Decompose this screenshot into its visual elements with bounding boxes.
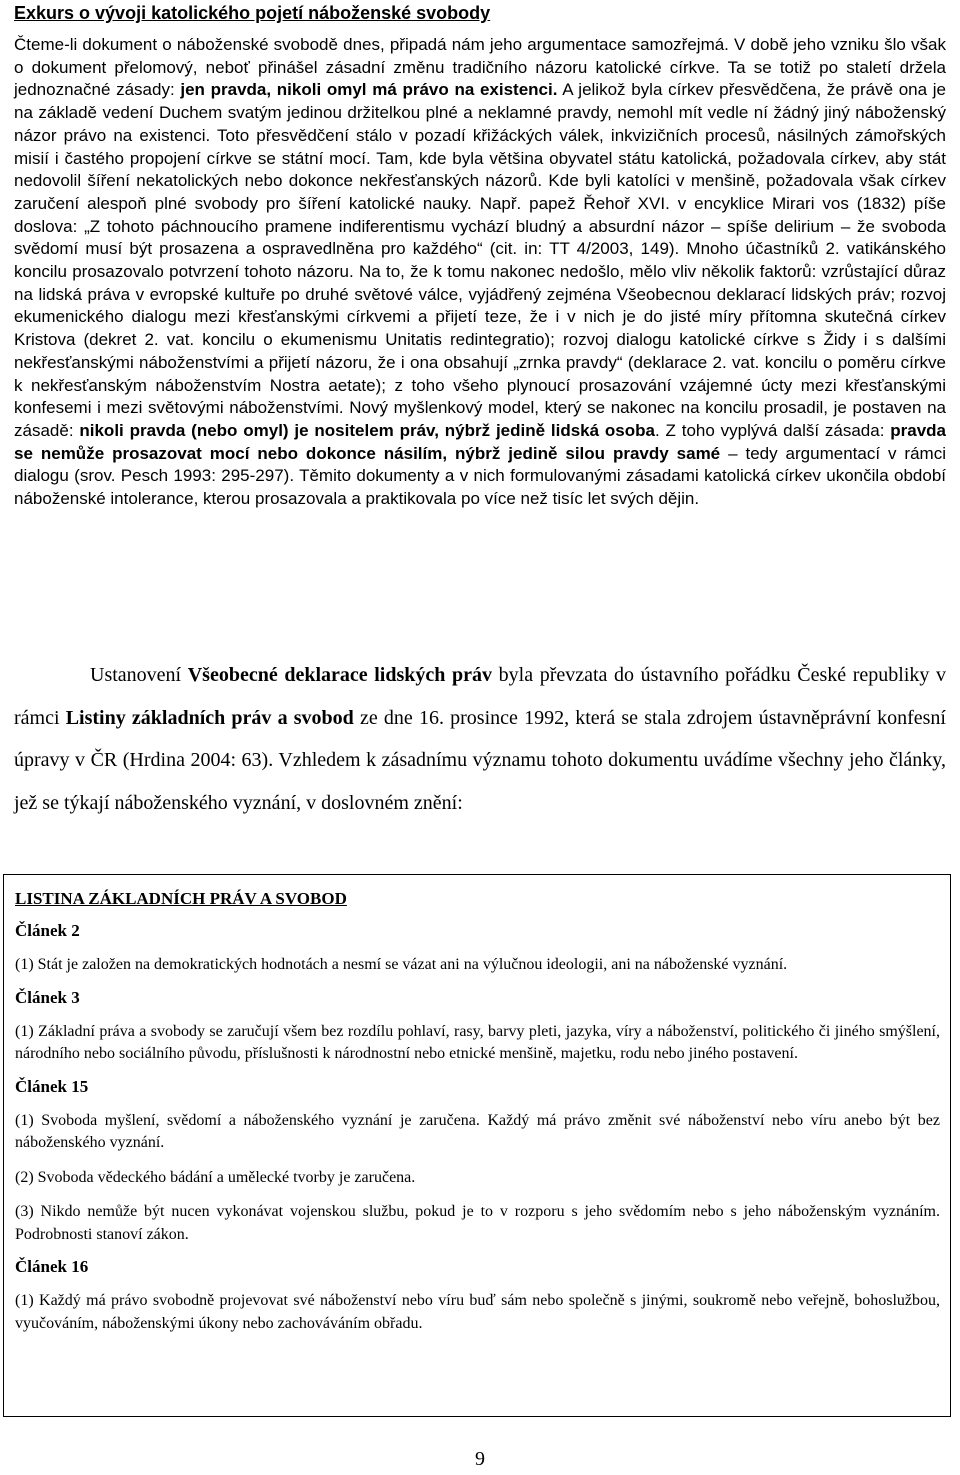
excursus-bold-1: jen pravda, nikoli omyl má právo na existenci. [180, 80, 558, 100]
main-text-1: Ustanovení [90, 664, 188, 686]
main-bold-1: Všeobecné deklarace lidských práv [187, 664, 493, 686]
excursus-title: Exkurs o vývoji katolického pojetí náboženské svobody [14, 3, 491, 23]
article-16-title: Článek 16 [15, 1257, 89, 1276]
article-15-paragraph-1: (1) Svoboda myšlení, svědomí a náboženského vyznání je zaručena. Každý má právo změnit své náboženství nebo víru anebo být bez náboženského vyznání. [15, 1111, 940, 1151]
excursus-text-1: Čteme-li dokument o náboženské svobodě dnes, připadá nám jeho argumentace samozřejmá. V době jeho vzniku šlo však o dokument přelomový, neboť přinášel zásadní změnu tradičního názoru katolické církve. Ta se totiž po staletí držela jednoznačné zásady: [14, 35, 946, 100]
main-bold-2: Listiny základních práv a svobod [65, 706, 354, 729]
charter-title: LISTINA ZÁKLADNÍCH PRÁV A SVOBOD [15, 889, 347, 908]
charter-box [3, 874, 951, 1417]
excursus-text-3: . Z toho vyplývá další zásada: [654, 420, 891, 440]
excursus-paragraph [14, 34, 946, 511]
main-paragraph [14, 654, 946, 824]
article-15-paragraph-2: (2) Svoboda vědeckého bádání a umělecké tvorby je zaručena. [15, 1168, 416, 1186]
article-2-paragraph-1: (1) Stát je založen na demokratických hodnotách a nesmí se vázat ani na výlučnou ideologii, ani na náboženské vyznání. [15, 956, 788, 973]
excursus-section [14, 0, 946, 511]
article-3-paragraph-1: (1) Základní práva a svobody se zaručují všem bez rozdílu pohlaví, rasy, barvy pleti, jazyka, víry a náboženství, politického či jiného smýšlení, národního nebo sociálního původu, příslušnosti k národnostní nebo etnické menšině, majetku, rodu nebo jiného postavení. [15, 1022, 940, 1062]
excursus-bold-3: pravda se nemůže prosazovat mocí nebo dokonce násilím, nýbrž jedině silou pravdy samé [14, 420, 947, 463]
excursus-bold-2: nikoli pravda (nebo omyl) je nositelem práv, nýbrž jedině lidská osoba [79, 420, 655, 440]
page-number: 9 [475, 1448, 485, 1470]
article-15-title: Článek 15 [15, 1076, 89, 1096]
excursus-text-2: A jelikož byla církev přesvědčena, že právě ona je na základě vedení Duchem svatým jedinou držitelkou plné a neklamné pravdy, nemohl mít vedle ní žádný jiný náboženský názor právo na existenci. Toto přesvědčení stálo v pozadí křižáckých válek, inkvizičních procesů, násilných zámořských misií i častého propojení církve se státní mocí. Tam, kde byla většina obyvatel státu katolická, požadovala církev, aby stát nedovolil šíření nekatolických nebo dokonce nekřesťanských názorů. Kde byli katolíci v menšině, požadovala však církev zaručení alespoň plné svobody pro šíření katolické nauky. Např. papež Řehoř XVI. v encyklice Mirari vos (1832) píše doslova: „Z tohoto páchnoucího pramene indiferentismu vychází bludný a absurdní názor – spíše delirium – že svoboda svědomí musí být prosazena a ospravedlněna pro každého“ (cit. in: TT 4/2003, 149). Mnoho účastníků 2. vatikánského koncilu prosazovalo potvrzení tohoto názoru. Na to, že k tomu nakonec nedošlo, mělo vliv několik faktorů: vzrůstající důraz na lidská práva v evropské kultuře po druhé světové válce, vyjádřený zejména Všeobecnou deklarací lidských práv; rozvoj ekumenického dialogu mezi křesťanskými církvemi a přijetí teze, že i v nich je do jisté míry přítomna skutečná církev Kristova (dekret 2. vat. koncilu o ekumenismu Unitatis redintegratio); rozvoj dialogu katolické církve s Židy i s dalšími nekřesťanskými náboženstvími a přijetí názoru, že i ona obsahují „zrnka pravdy“ (deklarace 2. vat. koncilu o poměru církve k nekřesťanským náboženstvím Nostra aetate); z toho všeho plynoucí prosazování vzájemné úcty mezi křesťanskými konfesemi i mezi světovými náboženstvími. Nový myšlenkový model, který se nakonec na koncilu prosadil, je postaven na zásadě: [14, 80, 946, 440]
main-text-3: ze dne 16. prosince 1992, která se stala zdrojem ústavněprávní konfesní úpravy v ČR (Hrdina 2004: 63). Vzhledem k zásadnímu významu tohoto dokumentu uvádíme všechny jeho články, jež se týkají náboženského vyznání, v doslovném znění: [14, 706, 946, 814]
article-15-paragraph-3: (3) Nikdo nemůže být nucen vykonávat vojenskou službu, pokud je to v rozporu s jeho svědomím nebo s jeho náboženským vyznáním. Podrobnosti stanoví zákon. [15, 1203, 940, 1243]
excursus-text-4: – tedy argumentací v rámci dialogu (srov. Pesch 1993: 295-297). Těmito dokumenty a v nich formulovanými zásadami katolická církev ukončila období náboženské intolerance, kterou prosazovala a praktikovala po více než tisíc let svých dějin. [14, 443, 946, 509]
article-16-paragraph-1: (1) Každý má právo svobodně projevovat své náboženství nebo víru buď sám nebo společně s jinými, soukromě nebo veřejně, bohoslužbou, vyučováním, náboženskými úkony nebo zachováváním obřadu. [15, 1292, 940, 1332]
article-3-title: Článek 3 [15, 987, 80, 1007]
main-text-2: byla převzata do ústavního pořádku České republiky v rámci [14, 664, 947, 729]
article-2-title: Článek 2 [15, 921, 80, 940]
